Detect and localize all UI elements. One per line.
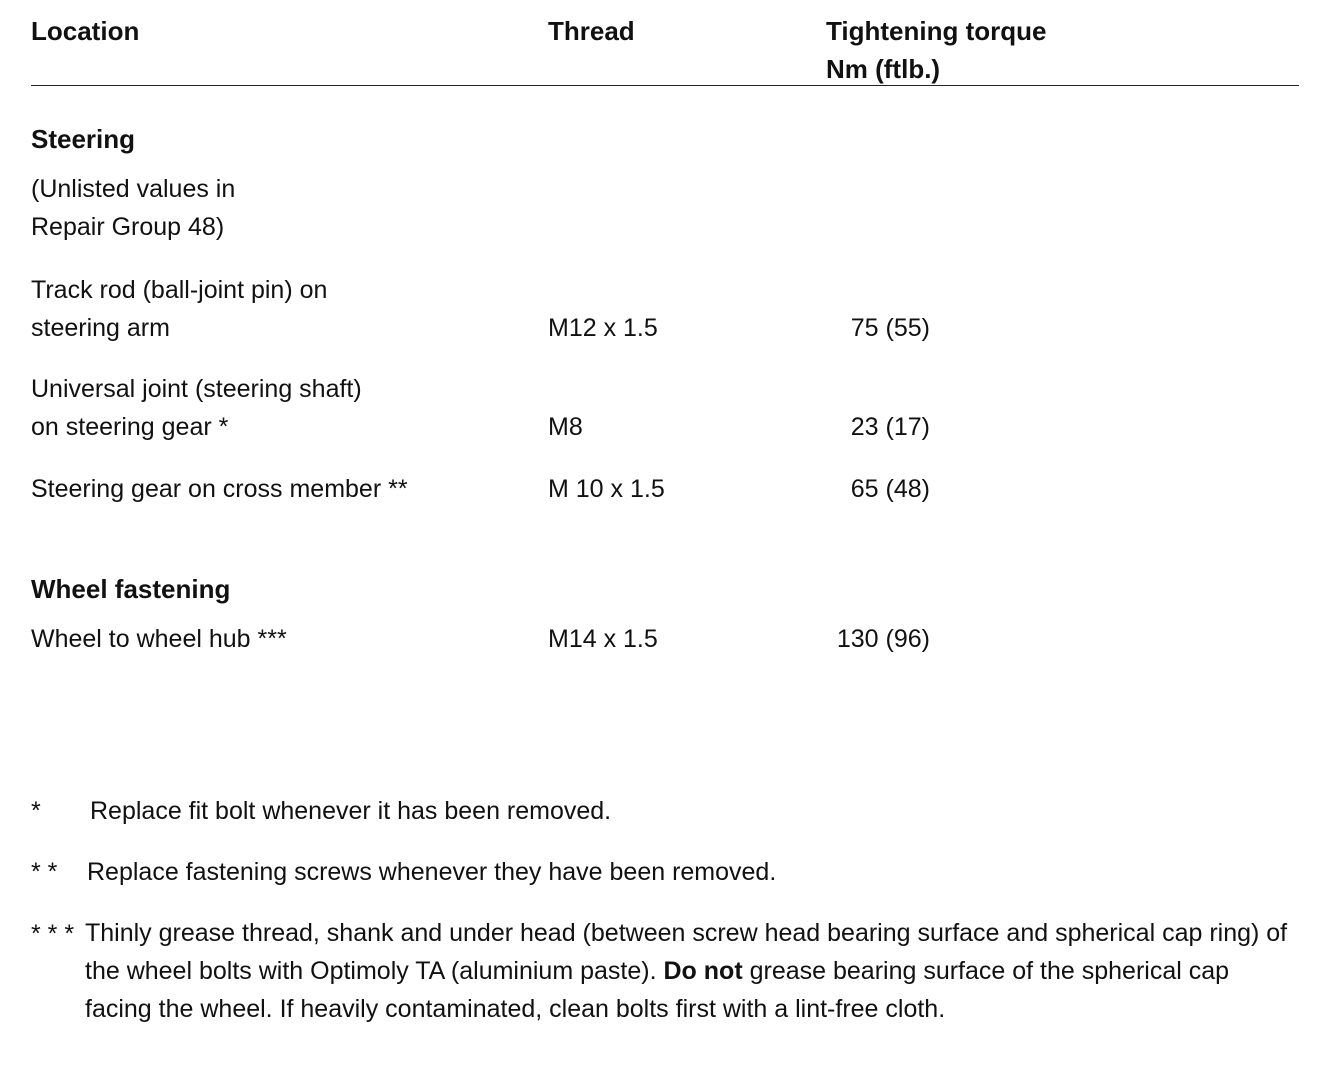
steering-note-line2: Repair Group 48) [31,213,225,241]
footnote-marker: * * * [31,920,75,948]
footnote-text: Replace fastening screws whenever they have been removed. [87,858,777,886]
footnote-text: Replace fit bolt whenever it has been removed. [90,797,612,825]
row-location: Universal joint (steering shaft) [31,375,362,403]
footnote-text-part1: Thinly grease thread, shank and under head (between screw head bearing surface and spherical cap ring) of the wheel bolts with Optimoly TA (aluminium paste). [85,919,1288,985]
row-location: Steering gear on cross member ** [31,475,408,503]
column-header-location: Location [31,16,140,46]
row-location: Wheel to wheel hub *** [31,625,287,653]
footnote-marker: * * [31,858,58,886]
row-location-cont: on steering gear * [31,413,229,441]
footnote-marker: * [31,797,41,825]
row-thread: M8 [548,413,583,441]
row-location-cont: steering arm [31,314,170,342]
column-header-torque: Tightening torque [826,16,1047,46]
row-location: Track rod (ball-joint pin) on [31,276,328,304]
row-torque: 65 (48) [850,475,930,503]
section-title-wheel-fastening: Wheel fastening [31,574,231,604]
steering-note-line1: (Unlisted values in [31,175,236,203]
row-thread: M12 x 1.5 [548,314,658,342]
row-thread: M 10 x 1.5 [548,475,665,503]
column-header-thread: Thread [548,16,635,46]
column-header-torque-unit: Nm (ftlb.) [826,54,941,84]
row-thread: M14 x 1.5 [548,625,658,653]
row-torque: 130 (96) [836,625,930,653]
section-title-steering: Steering [31,124,136,154]
header-divider [31,85,1299,86]
row-torque: 23 (17) [850,413,930,441]
row-torque: 75 (55) [850,314,930,342]
footnote-text-part2: grease bearing surface of the spherical cap facing the wheel. If heavily contaminated, clean bolts first with a lint-free cloth. [85,957,1230,1023]
footnote-text [85,914,1295,1028]
footnote-emphasis: Do not [663,957,743,985]
